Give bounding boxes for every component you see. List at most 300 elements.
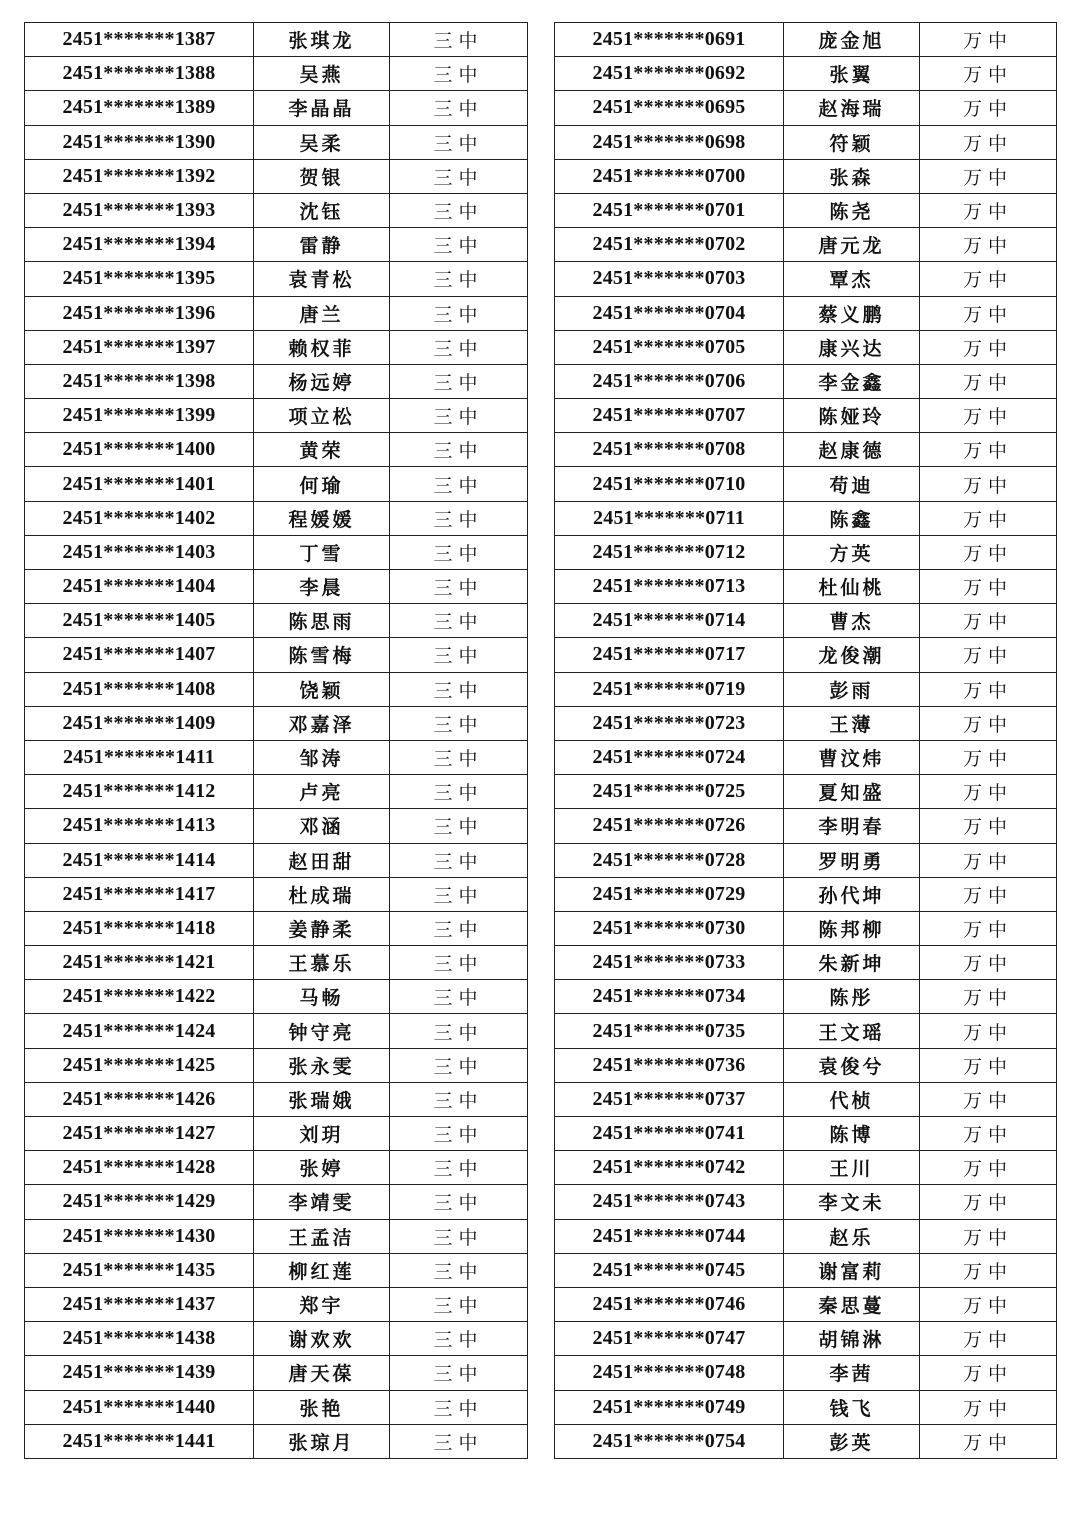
school-cell: 万中	[920, 1356, 1057, 1390]
school-cell: 万中	[920, 946, 1057, 980]
student-id-cell: 2451*******1398	[25, 364, 254, 398]
student-name-cell: 饶颖	[254, 672, 390, 706]
student-id-cell: 2451*******0741	[555, 1117, 784, 1151]
school-cell: 万中	[920, 843, 1057, 877]
school-cell: 万中	[920, 296, 1057, 330]
school-cell: 三中	[390, 262, 528, 296]
student-id-cell: 2451*******1430	[25, 1219, 254, 1253]
student-name-cell: 邹涛	[254, 740, 390, 774]
table-row	[555, 228, 1057, 262]
school-cell: 万中	[920, 570, 1057, 604]
school-cell: 万中	[920, 57, 1057, 91]
student-name-cell: 何瑜	[254, 467, 390, 501]
student-id-cell: 2451*******0746	[555, 1287, 784, 1321]
student-id-cell: 2451*******1388	[25, 57, 254, 91]
student-id-cell: 2451*******0734	[555, 980, 784, 1014]
table-row	[25, 1151, 528, 1185]
student-id-cell: 2451*******0743	[555, 1185, 784, 1219]
school-cell: 万中	[920, 1219, 1057, 1253]
student-name-cell: 赵康德	[784, 433, 920, 467]
student-name-cell: 程媛媛	[254, 501, 390, 535]
student-name-cell: 丁雪	[254, 535, 390, 569]
table-row	[25, 1117, 528, 1151]
student-name-cell: 张永雯	[254, 1048, 390, 1082]
school-cell: 万中	[920, 1117, 1057, 1151]
student-name-cell: 杨远婷	[254, 364, 390, 398]
student-id-cell: 2451*******1390	[25, 125, 254, 159]
table-row	[25, 433, 528, 467]
table-row	[25, 467, 528, 501]
student-name-cell: 苟迪	[784, 467, 920, 501]
table-row	[555, 193, 1057, 227]
student-name-cell: 黄荣	[254, 433, 390, 467]
student-name-cell: 王孟洁	[254, 1219, 390, 1253]
school-cell: 三中	[390, 159, 528, 193]
table-row	[25, 1287, 528, 1321]
table-row	[25, 296, 528, 330]
student-id-cell: 2451*******1405	[25, 604, 254, 638]
student-name-cell: 谢欢欢	[254, 1322, 390, 1356]
school-cell: 万中	[920, 262, 1057, 296]
student-id-cell: 2451*******1394	[25, 228, 254, 262]
table-row	[25, 1390, 528, 1424]
school-cell: 三中	[390, 501, 528, 535]
table-row	[555, 843, 1057, 877]
table-row	[555, 1014, 1057, 1048]
student-id-cell: 2451*******1437	[25, 1287, 254, 1321]
left-roster-table	[24, 22, 528, 1459]
student-name-cell: 王薄	[784, 706, 920, 740]
table-row	[555, 604, 1057, 638]
table-row	[555, 433, 1057, 467]
student-name-cell: 曹汶炜	[784, 740, 920, 774]
table-row	[555, 159, 1057, 193]
table-row	[555, 809, 1057, 843]
student-name-cell: 雷静	[254, 228, 390, 262]
table-row	[555, 535, 1057, 569]
student-name-cell: 赖权菲	[254, 330, 390, 364]
school-cell: 三中	[390, 1082, 528, 1116]
student-id-cell: 2451*******1402	[25, 501, 254, 535]
table-row	[555, 946, 1057, 980]
school-cell: 万中	[920, 535, 1057, 569]
student-id-cell: 2451*******0703	[555, 262, 784, 296]
student-name-cell: 陈博	[784, 1117, 920, 1151]
student-id-cell: 2451*******0754	[555, 1424, 784, 1458]
student-id-cell: 2451*******0704	[555, 296, 784, 330]
student-name-cell: 钱飞	[784, 1390, 920, 1424]
student-name-cell: 方英	[784, 535, 920, 569]
school-cell: 万中	[920, 228, 1057, 262]
student-name-cell: 唐天葆	[254, 1356, 390, 1390]
student-id-cell: 2451*******1407	[25, 638, 254, 672]
student-id-cell: 2451*******0706	[555, 364, 784, 398]
table-row	[25, 535, 528, 569]
student-id-cell: 2451*******0719	[555, 672, 784, 706]
student-name-cell: 谢富莉	[784, 1253, 920, 1287]
table-row	[25, 23, 528, 57]
student-name-cell: 符颖	[784, 125, 920, 159]
school-cell: 万中	[920, 877, 1057, 911]
table-row	[555, 57, 1057, 91]
table-row	[555, 125, 1057, 159]
school-cell: 三中	[390, 1424, 528, 1458]
student-name-cell: 杜成瑞	[254, 877, 390, 911]
student-id-cell: 2451*******1387	[25, 23, 254, 57]
student-name-cell: 钟守亮	[254, 1014, 390, 1048]
student-name-cell: 代桢	[784, 1082, 920, 1116]
student-name-cell: 袁俊兮	[784, 1048, 920, 1082]
school-cell: 三中	[390, 706, 528, 740]
student-name-cell: 彭雨	[784, 672, 920, 706]
table-row	[25, 980, 528, 1014]
school-cell: 三中	[390, 467, 528, 501]
table-row	[555, 330, 1057, 364]
student-name-cell: 郑宇	[254, 1287, 390, 1321]
student-name-cell: 李晶晶	[254, 91, 390, 125]
table-row	[555, 23, 1057, 57]
school-cell: 三中	[390, 843, 528, 877]
table-row	[555, 501, 1057, 535]
student-name-cell: 赵乐	[784, 1219, 920, 1253]
table-row	[25, 1185, 528, 1219]
table-row	[555, 1082, 1057, 1116]
student-name-cell: 吴燕	[254, 57, 390, 91]
student-id-cell: 2451*******0748	[555, 1356, 784, 1390]
table-row	[555, 877, 1057, 911]
student-id-cell: 2451*******1397	[25, 330, 254, 364]
school-cell: 万中	[920, 1424, 1057, 1458]
table-row	[25, 228, 528, 262]
student-id-cell: 2451*******0701	[555, 193, 784, 227]
student-id-cell: 2451*******0695	[555, 91, 784, 125]
student-name-cell: 秦思蔓	[784, 1287, 920, 1321]
table-row	[555, 1151, 1057, 1185]
student-name-cell: 陈娅玲	[784, 399, 920, 433]
table-row	[25, 1014, 528, 1048]
table-row	[25, 946, 528, 980]
student-name-cell: 项立松	[254, 399, 390, 433]
student-name-cell: 曹杰	[784, 604, 920, 638]
student-name-cell: 杜仙桃	[784, 570, 920, 604]
table-row	[555, 262, 1057, 296]
student-name-cell: 康兴达	[784, 330, 920, 364]
left-roster-body	[25, 23, 528, 1459]
table-row	[25, 740, 528, 774]
student-name-cell: 张琼月	[254, 1424, 390, 1458]
table-row	[555, 706, 1057, 740]
table-row	[25, 399, 528, 433]
student-id-cell: 2451*******1441	[25, 1424, 254, 1458]
student-id-cell: 2451*******1404	[25, 570, 254, 604]
student-name-cell: 柳红莲	[254, 1253, 390, 1287]
school-cell: 三中	[390, 1356, 528, 1390]
school-cell: 三中	[390, 740, 528, 774]
school-cell: 万中	[920, 399, 1057, 433]
table-row	[555, 672, 1057, 706]
school-cell: 万中	[920, 604, 1057, 638]
school-cell: 三中	[390, 1151, 528, 1185]
school-cell: 万中	[920, 501, 1057, 535]
student-id-cell: 2451*******0736	[555, 1048, 784, 1082]
student-id-cell: 2451*******0725	[555, 775, 784, 809]
student-id-cell: 2451*******1440	[25, 1390, 254, 1424]
student-id-cell: 2451*******1403	[25, 535, 254, 569]
student-name-cell: 庞金旭	[784, 23, 920, 57]
student-id-cell: 2451*******0737	[555, 1082, 784, 1116]
school-cell: 三中	[390, 228, 528, 262]
student-id-cell: 2451*******0713	[555, 570, 784, 604]
school-cell: 万中	[920, 706, 1057, 740]
student-name-cell: 朱新坤	[784, 946, 920, 980]
table-row	[555, 467, 1057, 501]
student-id-cell: 2451*******1418	[25, 911, 254, 945]
school-cell: 三中	[390, 57, 528, 91]
school-cell: 三中	[390, 91, 528, 125]
school-cell: 万中	[920, 125, 1057, 159]
table-row	[555, 1322, 1057, 1356]
student-id-cell: 2451*******1438	[25, 1322, 254, 1356]
table-row	[555, 364, 1057, 398]
student-name-cell: 李茜	[784, 1356, 920, 1390]
student-name-cell: 张翼	[784, 57, 920, 91]
student-id-cell: 2451*******1429	[25, 1185, 254, 1219]
school-cell: 三中	[390, 980, 528, 1014]
table-row	[25, 193, 528, 227]
table-row	[25, 1424, 528, 1458]
student-id-cell: 2451*******0742	[555, 1151, 784, 1185]
student-id-cell: 2451*******1411	[25, 740, 254, 774]
student-id-cell: 2451*******1409	[25, 706, 254, 740]
student-id-cell: 2451*******0710	[555, 467, 784, 501]
student-name-cell: 贺银	[254, 159, 390, 193]
school-cell: 三中	[390, 1048, 528, 1082]
student-id-cell: 2451*******1408	[25, 672, 254, 706]
school-cell: 三中	[390, 570, 528, 604]
student-id-cell: 2451*******1439	[25, 1356, 254, 1390]
student-name-cell: 张琪龙	[254, 23, 390, 57]
student-id-cell: 2451*******0733	[555, 946, 784, 980]
school-cell: 万中	[920, 1253, 1057, 1287]
table-row	[25, 501, 528, 535]
table-row	[25, 57, 528, 91]
student-id-cell: 2451*******1395	[25, 262, 254, 296]
table-row	[555, 1424, 1057, 1458]
student-id-cell: 2451*******0744	[555, 1219, 784, 1253]
table-row	[25, 159, 528, 193]
school-cell: 三中	[390, 535, 528, 569]
right-roster-body	[555, 23, 1057, 1459]
table-row	[555, 1219, 1057, 1253]
table-row	[555, 399, 1057, 433]
student-id-cell: 2451*******0726	[555, 809, 784, 843]
student-name-cell: 蔡义鹏	[784, 296, 920, 330]
student-name-cell: 张瑞娥	[254, 1082, 390, 1116]
school-cell: 万中	[920, 433, 1057, 467]
school-cell: 三中	[390, 296, 528, 330]
student-id-cell: 2451*******1401	[25, 467, 254, 501]
table-row	[555, 296, 1057, 330]
table-row	[555, 1185, 1057, 1219]
school-cell: 万中	[920, 1287, 1057, 1321]
student-name-cell: 覃杰	[784, 262, 920, 296]
school-cell: 三中	[390, 946, 528, 980]
school-cell: 三中	[390, 330, 528, 364]
student-id-cell: 2451*******1424	[25, 1014, 254, 1048]
student-name-cell: 陈雪梅	[254, 638, 390, 672]
school-cell: 三中	[390, 877, 528, 911]
student-name-cell: 卢亮	[254, 775, 390, 809]
school-cell: 三中	[390, 775, 528, 809]
table-row	[25, 1253, 528, 1287]
school-cell: 万中	[920, 1082, 1057, 1116]
student-name-cell: 龙俊潮	[784, 638, 920, 672]
school-cell: 三中	[390, 1253, 528, 1287]
student-name-cell: 邓涵	[254, 809, 390, 843]
school-cell: 万中	[920, 1185, 1057, 1219]
table-row	[25, 604, 528, 638]
student-name-cell: 姜静柔	[254, 911, 390, 945]
table-row	[555, 1287, 1057, 1321]
school-cell: 三中	[390, 1322, 528, 1356]
school-cell: 三中	[390, 1014, 528, 1048]
student-name-cell: 吴柔	[254, 125, 390, 159]
student-name-cell: 李晨	[254, 570, 390, 604]
table-row	[555, 740, 1057, 774]
student-id-cell: 2451*******1414	[25, 843, 254, 877]
table-row	[25, 1356, 528, 1390]
student-id-cell: 2451*******1435	[25, 1253, 254, 1287]
school-cell: 三中	[390, 638, 528, 672]
school-cell: 万中	[920, 1322, 1057, 1356]
right-roster-table	[554, 22, 1057, 1459]
school-cell: 万中	[920, 740, 1057, 774]
student-id-cell: 2451*******0714	[555, 604, 784, 638]
school-cell: 万中	[920, 1390, 1057, 1424]
student-name-cell: 王慕乐	[254, 946, 390, 980]
student-name-cell: 陈鑫	[784, 501, 920, 535]
student-id-cell: 2451*******0723	[555, 706, 784, 740]
student-id-cell: 2451*******0700	[555, 159, 784, 193]
school-cell: 万中	[920, 672, 1057, 706]
table-row	[25, 91, 528, 125]
table-row	[555, 91, 1057, 125]
student-id-cell: 2451*******1412	[25, 775, 254, 809]
student-id-cell: 2451*******0730	[555, 911, 784, 945]
student-name-cell: 王川	[784, 1151, 920, 1185]
student-id-cell: 2451*******1426	[25, 1082, 254, 1116]
student-id-cell: 2451*******1396	[25, 296, 254, 330]
table-row	[25, 706, 528, 740]
student-name-cell: 陈彤	[784, 980, 920, 1014]
student-name-cell: 邓嘉泽	[254, 706, 390, 740]
school-cell: 万中	[920, 809, 1057, 843]
school-cell: 万中	[920, 911, 1057, 945]
school-cell: 万中	[920, 23, 1057, 57]
school-cell: 三中	[390, 399, 528, 433]
table-row	[555, 775, 1057, 809]
table-row	[25, 330, 528, 364]
student-name-cell: 张婷	[254, 1151, 390, 1185]
table-row	[25, 809, 528, 843]
student-name-cell: 沈钰	[254, 193, 390, 227]
table-row	[25, 911, 528, 945]
table-row	[25, 843, 528, 877]
school-cell: 万中	[920, 980, 1057, 1014]
student-id-cell: 2451*******1422	[25, 980, 254, 1014]
school-cell: 三中	[390, 1117, 528, 1151]
student-name-cell: 袁青松	[254, 262, 390, 296]
student-id-cell: 2451*******1393	[25, 193, 254, 227]
student-id-cell: 2451*******1421	[25, 946, 254, 980]
table-row	[25, 775, 528, 809]
student-id-cell: 2451*******1417	[25, 877, 254, 911]
student-name-cell: 刘玥	[254, 1117, 390, 1151]
student-id-cell: 2451*******0735	[555, 1014, 784, 1048]
table-row	[25, 877, 528, 911]
student-id-cell: 2451*******0747	[555, 1322, 784, 1356]
student-id-cell: 2451*******1392	[25, 159, 254, 193]
student-id-cell: 2451*******0729	[555, 877, 784, 911]
school-cell: 万中	[920, 638, 1057, 672]
student-id-cell: 2451*******0702	[555, 228, 784, 262]
student-id-cell: 2451*******0708	[555, 433, 784, 467]
school-cell: 万中	[920, 1151, 1057, 1185]
student-name-cell: 马畅	[254, 980, 390, 1014]
table-row	[25, 570, 528, 604]
student-name-cell: 李明春	[784, 809, 920, 843]
school-cell: 三中	[390, 809, 528, 843]
school-cell: 三中	[390, 193, 528, 227]
student-id-cell: 2451*******0745	[555, 1253, 784, 1287]
table-row	[25, 672, 528, 706]
school-cell: 三中	[390, 1287, 528, 1321]
table-row	[25, 1322, 528, 1356]
table-row	[555, 1048, 1057, 1082]
table-row	[555, 980, 1057, 1014]
school-cell: 万中	[920, 193, 1057, 227]
student-id-cell: 2451*******1427	[25, 1117, 254, 1151]
school-cell: 万中	[920, 467, 1057, 501]
student-name-cell: 张森	[784, 159, 920, 193]
table-row	[25, 1082, 528, 1116]
table-row	[555, 1390, 1057, 1424]
school-cell: 三中	[390, 1185, 528, 1219]
student-id-cell: 2451*******1428	[25, 1151, 254, 1185]
school-cell: 万中	[920, 1048, 1057, 1082]
table-row	[25, 1048, 528, 1082]
student-id-cell: 2451*******0711	[555, 501, 784, 535]
table-row	[25, 262, 528, 296]
student-name-cell: 罗明勇	[784, 843, 920, 877]
student-name-cell: 唐元龙	[784, 228, 920, 262]
student-name-cell: 陈思雨	[254, 604, 390, 638]
table-row	[25, 1219, 528, 1253]
school-cell: 三中	[390, 1390, 528, 1424]
school-cell: 万中	[920, 91, 1057, 125]
student-name-cell: 赵海瑞	[784, 91, 920, 125]
student-id-cell: 2451*******0692	[555, 57, 784, 91]
student-id-cell: 2451*******0712	[555, 535, 784, 569]
table-row	[555, 911, 1057, 945]
student-name-cell: 胡锦淋	[784, 1322, 920, 1356]
student-id-cell: 2451*******1413	[25, 809, 254, 843]
student-name-cell: 李文未	[784, 1185, 920, 1219]
school-cell: 万中	[920, 364, 1057, 398]
student-name-cell: 陈尧	[784, 193, 920, 227]
student-id-cell: 2451*******1400	[25, 433, 254, 467]
student-name-cell: 李金鑫	[784, 364, 920, 398]
